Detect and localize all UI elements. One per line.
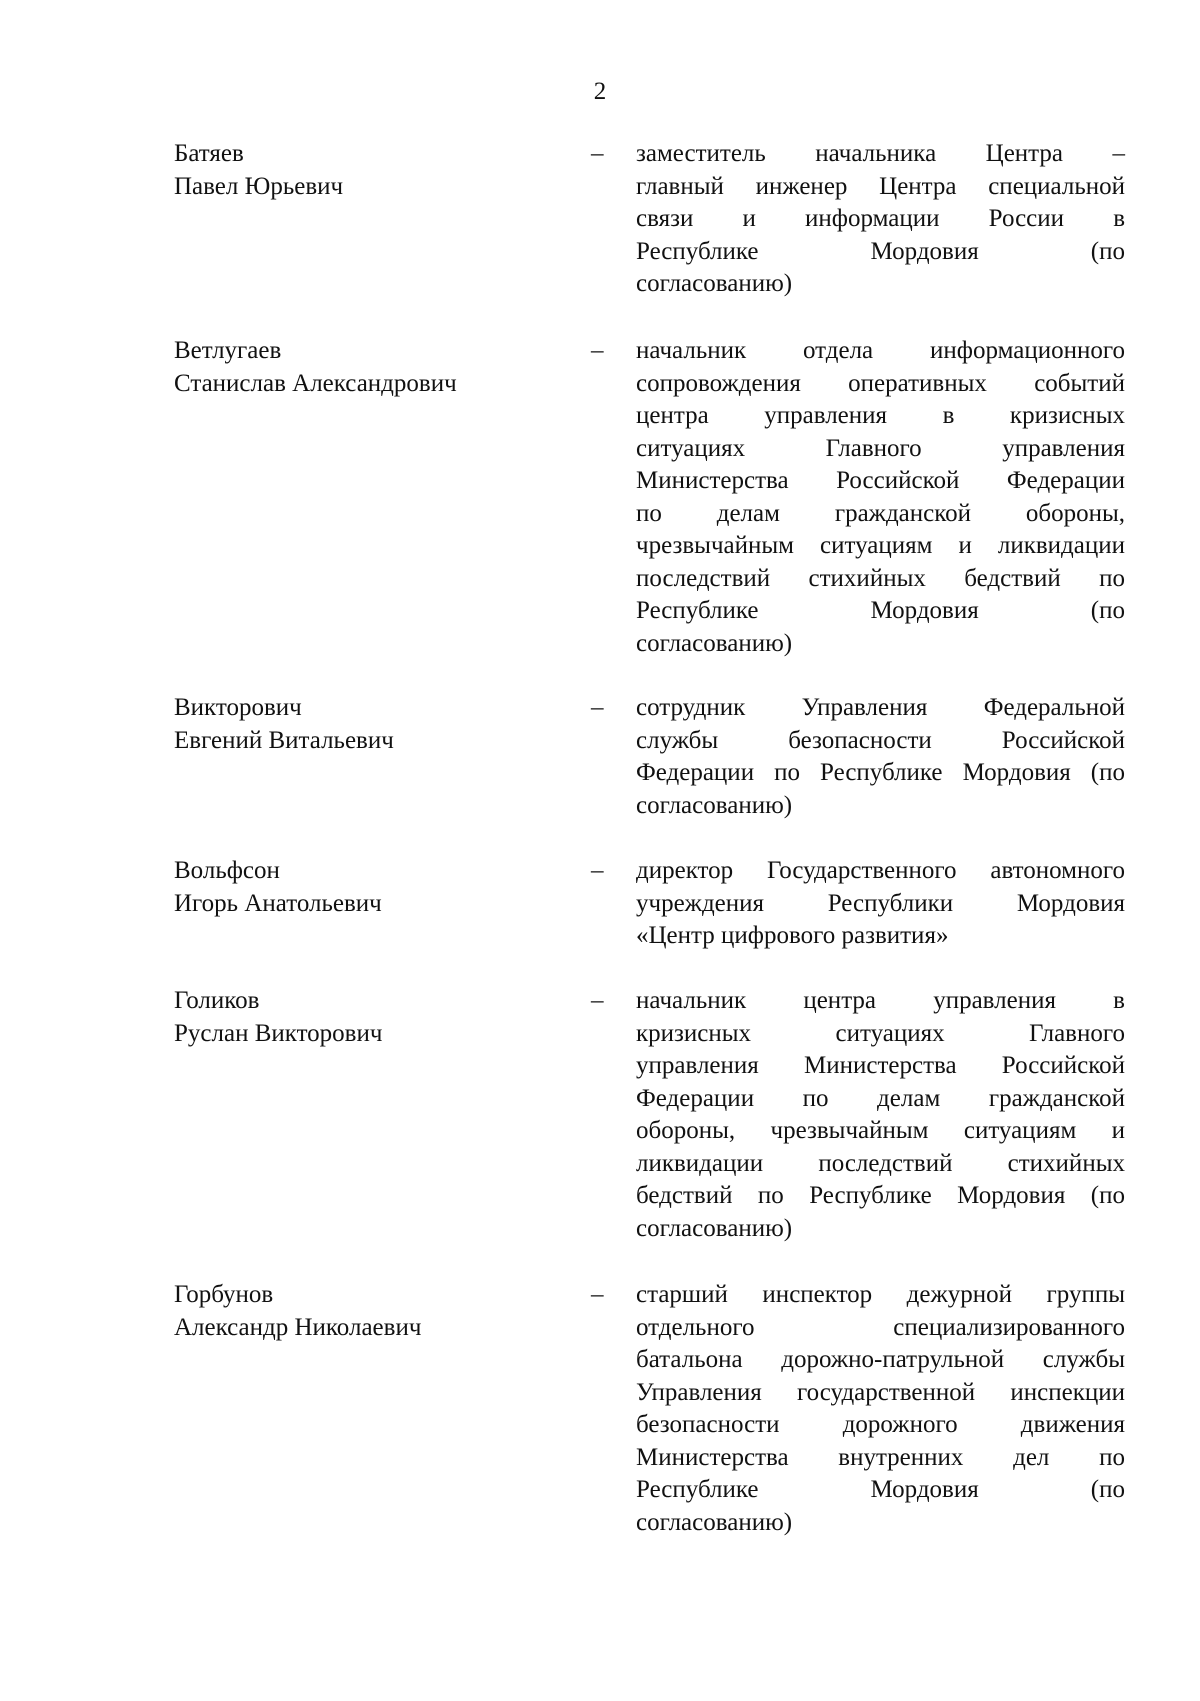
position-line: чрезвычайным ситуациям и ликвидации bbox=[636, 532, 1125, 559]
member-position bbox=[636, 335, 1125, 660]
page-number: 2 bbox=[593, 78, 607, 105]
member-surname: Вольфсон bbox=[174, 857, 280, 884]
member-name bbox=[174, 1279, 574, 1344]
position-line: последствий стихийных бедствий по bbox=[636, 564, 1125, 592]
member-surname: Викторович bbox=[174, 694, 302, 721]
member-name bbox=[174, 138, 574, 203]
position-line: старший инспектор дежурной группы bbox=[636, 1281, 1125, 1308]
position-line: безопасности дорожного движения bbox=[636, 1411, 1125, 1438]
position-line: начальник отдела информационного bbox=[636, 337, 1125, 364]
position-line: сотрудник Управления Федеральной bbox=[636, 694, 1125, 721]
position-line: начальник центра управления в bbox=[636, 987, 1125, 1014]
member-position bbox=[636, 692, 1125, 822]
position-line: главный инженер Центра специальной bbox=[636, 172, 1125, 200]
member-given-name: Игорь Анатольевич bbox=[174, 889, 382, 917]
position-line: согласованию) bbox=[636, 629, 793, 657]
dash-separator: – bbox=[591, 987, 604, 1014]
position-line: директор Государственного автономного bbox=[636, 857, 1125, 884]
member-name bbox=[174, 692, 574, 757]
position-line: учреждения Республики Мордовия bbox=[636, 889, 1125, 917]
member-surname: Голиков bbox=[174, 987, 260, 1014]
position-line: согласованию) bbox=[636, 1508, 793, 1536]
position-line: ликвидации последствий стихийных bbox=[636, 1149, 1125, 1177]
member-position bbox=[636, 855, 1125, 953]
position-line: Министерства Российской Федерации bbox=[636, 467, 1125, 494]
position-line: Республике Мордовия (по bbox=[636, 237, 1125, 265]
member-name bbox=[174, 985, 574, 1050]
member-name bbox=[174, 855, 574, 920]
member-position bbox=[636, 138, 1125, 301]
dash-separator: – bbox=[591, 1281, 604, 1308]
member-given-name: Руслан Викторович bbox=[174, 1019, 383, 1047]
position-line: заместитель начальника Центра – bbox=[636, 140, 1125, 167]
position-line: связи и информации России в bbox=[636, 205, 1125, 232]
position-line: Федерации по делам гражданской bbox=[636, 1084, 1125, 1112]
member-given-name: Александр Николаевич bbox=[174, 1313, 422, 1341]
position-line: Республике Мордовия (по bbox=[636, 597, 1125, 624]
position-line: службы безопасности Российской bbox=[636, 726, 1125, 754]
position-line: согласованию) bbox=[636, 791, 793, 819]
member-surname: Горбунов bbox=[174, 1281, 274, 1308]
position-line: Федерации по Республике Мордовия (по bbox=[636, 759, 1125, 786]
position-line: по делам гражданской обороны, bbox=[636, 499, 1125, 527]
position-line: отдельного специализированного bbox=[636, 1313, 1125, 1341]
member-surname: Батяев bbox=[174, 140, 244, 167]
position-line: ситуациях Главного управления bbox=[636, 434, 1125, 462]
position-line: Управления государственной инспекции bbox=[636, 1378, 1125, 1406]
member-given-name: Станислав Александрович bbox=[174, 369, 457, 397]
position-line: Республике Мордовия (по bbox=[636, 1476, 1125, 1503]
position-line: сопровождения оперативных событий bbox=[636, 369, 1125, 397]
position-line: бедствий по Республике Мордовия (по bbox=[636, 1182, 1125, 1209]
dash-separator: – bbox=[591, 337, 604, 364]
dash-separator: – bbox=[591, 857, 604, 884]
member-given-name: Евгений Витальевич bbox=[174, 726, 394, 754]
position-line: управления Министерства Российской bbox=[636, 1052, 1125, 1079]
position-line: обороны, чрезвычайным ситуациям и bbox=[636, 1117, 1125, 1144]
member-given-name: Павел Юрьевич bbox=[174, 172, 344, 200]
member-name bbox=[174, 335, 574, 400]
member-position bbox=[636, 1279, 1125, 1539]
member-position bbox=[636, 985, 1125, 1245]
position-line: батальона дорожно-патрульной службы bbox=[636, 1346, 1125, 1373]
position-line: кризисных ситуациях Главного bbox=[636, 1019, 1125, 1047]
position-line: Министерства внутренних дел по bbox=[636, 1443, 1125, 1471]
dash-separator: – bbox=[591, 694, 604, 721]
position-line: согласованию) bbox=[636, 1214, 793, 1242]
position-line: согласованию) bbox=[636, 270, 793, 297]
position-line: «Центр цифрового развития» bbox=[636, 922, 949, 949]
member-surname: Ветлугаев bbox=[174, 337, 282, 364]
position-line: центра управления в кризисных bbox=[636, 402, 1125, 429]
dash-separator: – bbox=[591, 140, 604, 167]
